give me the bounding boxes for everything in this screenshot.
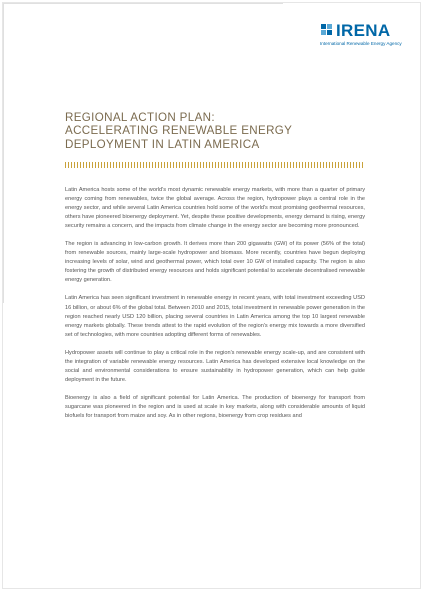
paragraph-1: Latin America hosts some of the world's most dynamic renewable energy markets, with more than a quarter of primary energy coming from renewables, twice the global average. Across the region, hydropower plays a central role in the energy sector, and while several Latin America countries hold some of the world's most promising geothermal resources, others have pioneered bioenergy deployment. Yet, despite these positive developments, energy demand is rising, energy security remains a concern, and the impacts from climate change in the energy sector are becoming more pronounced. — [65, 187, 365, 230]
dotted-divider — [65, 162, 365, 168]
top-border-rule — [3, 3, 283, 4]
title-line-3: DEPLOYMENT IN LATIN AMERICA — [65, 137, 260, 151]
logo-tagline: International Renewable Energy Agency — [320, 41, 402, 46]
title-line-2: ACCELERATING RENEWABLE ENERGY — [65, 124, 293, 138]
paragraph-4: Hydropower assets will continue to play a critical role in the region's renewable energy scale-up, and are consistent with the integration of variable renewable energy resources. Latin America has developed extensive local knowledge on the social and environmental considerations to ensure sustainability in hydropower generation, which can help guide deployment in the future. — [65, 349, 365, 383]
left-border-rule — [3, 3, 4, 303]
page-title — [65, 111, 365, 151]
irena-logo-icon — [320, 23, 334, 37]
paragraph-5: Bioenergy is also a field of significant potential for Latin America. The production of bioenergy for transport from sugarcane was pioneered in the region and is used at scale in key markets, along with considerable amounts of liquid biofuels for transport from maize and soy. As in other regions, bioenergy from crop residues and — [65, 394, 365, 419]
irena-logo — [320, 23, 415, 59]
body-text — [65, 186, 365, 430]
title-line-1: REGIONAL ACTION PLAN: — [65, 111, 215, 124]
page — [2, 2, 421, 589]
paragraph-2: The region is advancing in low-carbon growth. It derives more than 200 gigawatts (GW) of its power (56% of the total) from renewable sources, mainly large-scale hydropower and biomass. More recently, countries have begun deploying increasing levels of solar, wind and geothermal power, which total over 10 GW of installed capacity. The region is also fostering the growth of distributed energy resources and holds significant potential to accelerate decentralised renewable energy generation. — [65, 241, 365, 284]
logo-wordmark: IRENA — [336, 21, 391, 40]
paragraph-3: Latin America has seen significant investment in renewable energy in recent years, with total investment exceeding USD 16 billion, or about 6% of the global total. Between 2010 and 2015, total investment in renewable power generation in the region reached nearly USD 120 billion, placing several countries in Latin America among the top 10 largest renewable energy markets globally. These trends attest to the rapid evolution of the region's energy mix towards a more diversified set of technologies, with more countries adopting different forms of renewables. — [65, 295, 365, 338]
